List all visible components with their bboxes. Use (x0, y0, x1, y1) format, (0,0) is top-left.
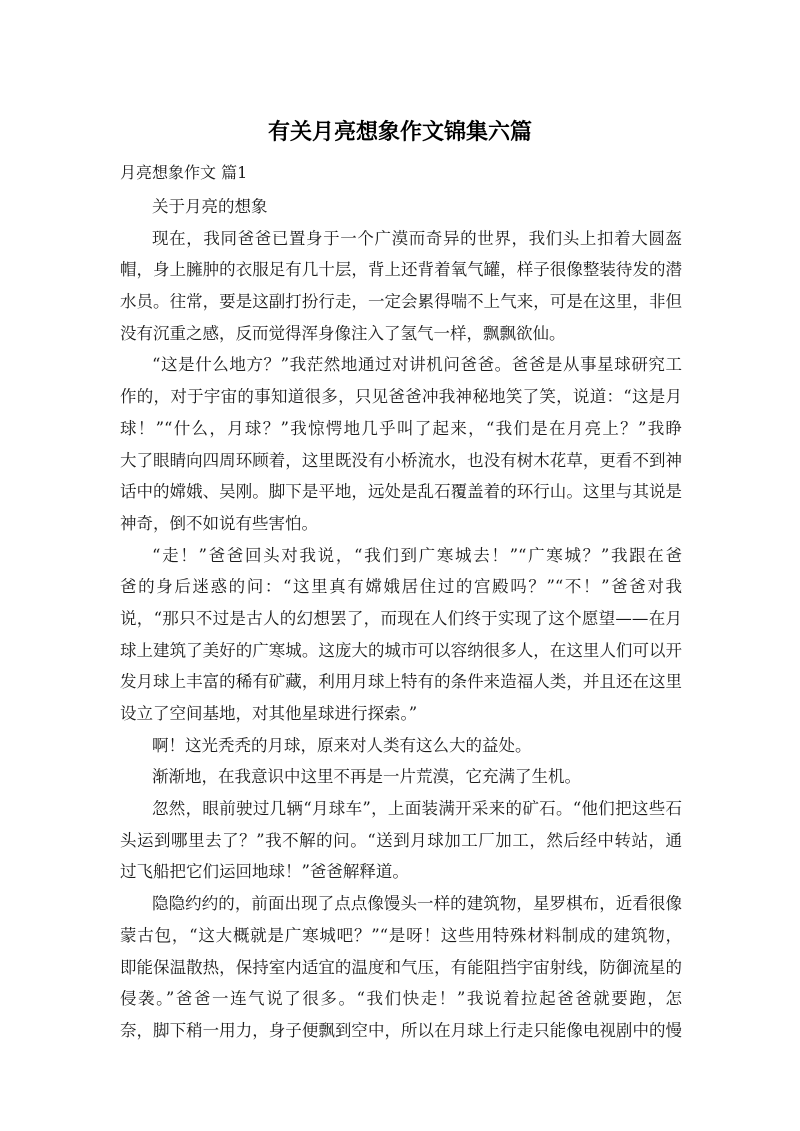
paragraph (120, 223, 682, 350)
paragraph-line: 渐渐地，在我意识中这里不再是一片荒漠，它充满了生机。 (152, 767, 581, 787)
paragraph-line: “这是什么地方？”我茫然地通过对讲机问爸爸。爸爸是从事星球研究工 (152, 355, 682, 375)
paragraph-line: 帽，身上臃肿的衣服足有几十层，背上还背着氧气罐，样子很像整装待发的潜 (120, 260, 682, 280)
paragraph-line: 设立了空间基地，对其他星球进行探索。” (120, 704, 418, 723)
paragraph (120, 540, 682, 730)
paragraph-line: 作的，对于宇宙的事知道很多，只见爸爸冲我神秘地笑了笑，说道：“这是月 (120, 387, 682, 407)
paragraph-line: 隐隐约约的，前面出现了点点像馒头一样的建筑物，星罗棋布，近看很像 (152, 894, 682, 914)
paragraph-line: 水员。往常，要是这副打扮行走，一定会累得喘不上气来，可是在这里，非但 (120, 292, 682, 312)
document-title: 有关月亮想象作文锦集六篇 (267, 120, 532, 145)
paragraph-line: 球！”“什么，月球？”我惊愕地几乎叫了起来，“我们是在月亮上？”我睁 (120, 418, 682, 438)
paragraph-line: 球上建筑了美好的广寒城。这庞大的城市可以容纳很多人，在这里人们可以开 (120, 640, 682, 660)
paragraph-line: 发月球上丰富的稀有矿藏，利用月球上特有的条件来造福人类，并且还在这里 (120, 672, 682, 692)
document-body (120, 191, 682, 1047)
paragraph-line: 忽然，眼前驶过几辆“月球车”，上面装满开采来的矿石。“他们把这些石 (152, 799, 682, 819)
paragraph-line: 没有沉重之感，反而觉得浑身像注入了氢气一样，飘飘欲仙。 (120, 323, 566, 343)
paragraph (120, 761, 682, 793)
paragraph-line: 过飞船把它们运回地球！”爸爸解释道。 (120, 862, 409, 882)
paragraph-line: 蒙古包，“这大概就是广寒城吧？”“是呀！这些用特殊材料制成的建筑物， (120, 925, 682, 945)
paragraph (120, 793, 682, 888)
paragraph-line: 说，“那只不过是古人的幻想罢了，而现在人们终于实现了这个愿望——在月 (120, 608, 682, 628)
paragraph-line: “走！”爸爸回头对我说，“我们到广寒城去！”“广寒城？”我跟在爸 (152, 545, 682, 565)
paragraph-line: 侵袭。”爸爸一连气说了很多。“我们快走！”我说着拉起爸爸就要跑，怎 (120, 989, 682, 1009)
paragraph-line: 关于月亮的想象 (152, 197, 268, 216)
paragraph-line: 头运到哪里去了？”我不解的问。“送到月球加工厂加工，然后经中转站，通 (120, 830, 682, 850)
paragraph-line: 即能保温散热，保持室内适宜的温度和气压，有能阻挡宇宙射线，防御流星的 (120, 957, 682, 977)
paragraph (120, 730, 682, 762)
paragraph (120, 191, 682, 223)
paragraph-line: 啊！这光秃秃的月球，原来对人类有这么大的益处。 (152, 735, 532, 755)
section-heading: 月亮想象作文 篇1 (120, 163, 248, 182)
paragraph-line: 话中的嫦娥、吴刚。脚下是平地，远处是乱石覆盖着的环行山。这里与其说是 (120, 482, 682, 502)
paragraph (120, 888, 682, 1046)
paragraph-line: 大了眼睛向四周环顾着，这里既没有小桥流水，也没有树木花草，更看不到神 (120, 450, 682, 470)
paragraph-line: 爸的身后迷惑的问：“这里真有嫦娥居住过的宫殿吗？”“不！”爸爸对我 (120, 577, 682, 597)
paragraph-line: 现在，我同爸爸已置身于一个广漠而奇异的世界，我们头上扣着大圆盔 (152, 228, 682, 248)
paragraph-line: 神奇，倒不如说有些害怕。 (120, 513, 318, 533)
paragraph-line: 奈，脚下稍一用力，身子便飘到空中，所以在月球上行走只能像电视剧中的慢 (120, 1020, 682, 1040)
paragraph (120, 349, 682, 539)
